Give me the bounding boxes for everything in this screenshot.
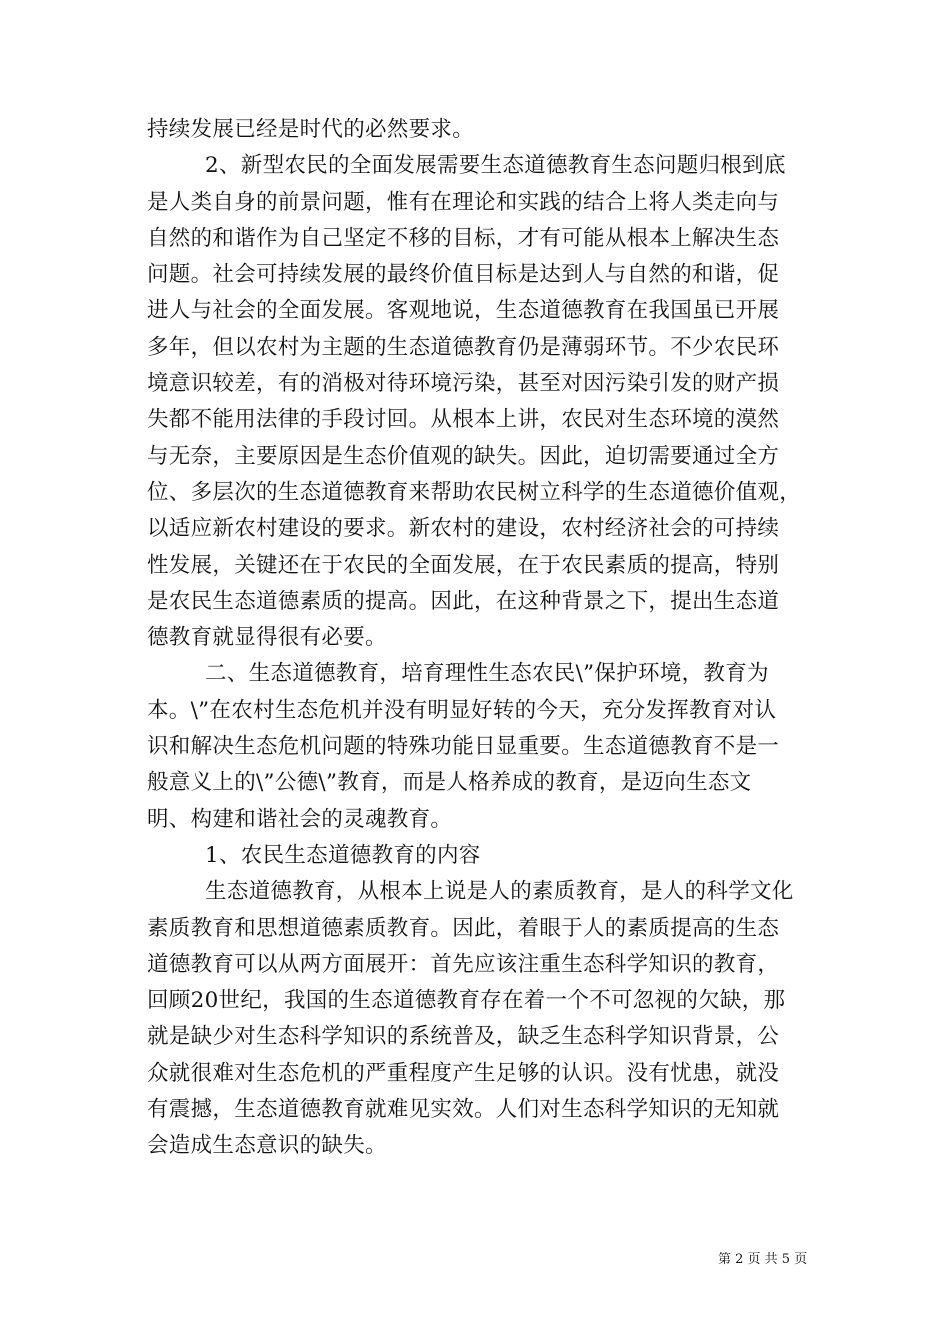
text-line: 道德教育可以从两方面展开：首先应该注重生态科学知识的教育， [147, 951, 780, 977]
body-text [147, 112, 827, 1165]
text-line: 明、构建和谐社会的灵魂教育。 [147, 806, 453, 832]
text-line: 持续发展已经是时代的必然要求。 [147, 117, 475, 142]
text-line: 识和解决生态危机问题的特殊功能日显重要。生态道德教育不是一 [147, 734, 780, 760]
text-line: 进人与社会的全面发展。客观地说，生态道德教育在我国虽已开展 [147, 298, 780, 324]
text-line: 会造成生态意识的缺失。 [147, 1133, 387, 1159]
text-line: 1、农民生态道德教育的内容 [205, 842, 481, 868]
text-line: 生态道德教育，从根本上说是人的素质教育，是人的科学文化 [205, 879, 794, 905]
text-line: 自然的和谐作为自己坚定不移的目标，才有可能从根本上解决生态 [147, 225, 780, 251]
text-line: 2、新型农民的全面发展需要生态道德教育生态问题归根到底 [205, 153, 786, 179]
text-line: 素质教育和思想道德素质教育。因此，着眼于人的素质提高的生态 [147, 915, 780, 941]
text-line: 问题。社会可持续发展的最终价值目标是达到人与自然的和谐，促 [147, 262, 780, 288]
text-line: 般意义上的\”公德\”教育，而是人格养成的教育，是迈向生态文 [147, 770, 752, 796]
text-line: 是人类自身的前景问题，惟有在理论和实践的结合上将人类走向与 [147, 189, 780, 215]
text-line: 与无奈，主要原因是生态价值观的缺失。因此，迫切需要通过全方 [147, 443, 780, 469]
text-line: 本。\”在农村生态危机并没有明显好转的今天，充分发挥教育对认 [147, 697, 777, 723]
text-line: 回顾20世纪，我国的生态道德教育存在着一个不可忽视的欠缺，那 [147, 988, 786, 1014]
text-line: 有震撼，生态道德教育就难见实效。人们对生态科学知识的无知就 [147, 1097, 780, 1123]
text-line: 众就很难对生态危机的严重程度产生足够的认识。没有忧患，就没 [147, 1060, 780, 1086]
text-line: 位、多层次的生态道德教育来帮助农民树立科学的生态道德价值观， [147, 479, 802, 505]
text-line: 性发展，关键还在于农民的全面发展，在于农民素质的提高，特别 [147, 552, 780, 578]
text-line: 就是缺少对生态科学知识的系统普及，缺乏生态科学知识背景，公 [147, 1024, 780, 1050]
text-line: 是农民生态道德素质的提高。因此，在这种背景之下，提出生态道 [147, 588, 780, 614]
text-line: 德教育就显得很有必要。 [147, 625, 387, 651]
text-line: 多年，但以农村为主题的生态道德教育仍是薄弱环节。不少农民环 [147, 334, 780, 360]
text-line: 二、生态道德教育，培育理性生态农民\”保护环境，教育为 [205, 661, 769, 687]
page-number-footer: 第 2 页 共 5 页 [718, 1252, 808, 1267]
text-line: 失都不能用法律的手段讨回。从根本上讲，农民对生态环境的漠然 [147, 407, 780, 433]
text-line: 以适应新农村建设的要求。新农村的建设，农村经济社会的可持续 [147, 516, 780, 542]
text-line: 境意识较差，有的消极对待环境污染，甚至对因污染引发的财产损 [147, 371, 780, 397]
